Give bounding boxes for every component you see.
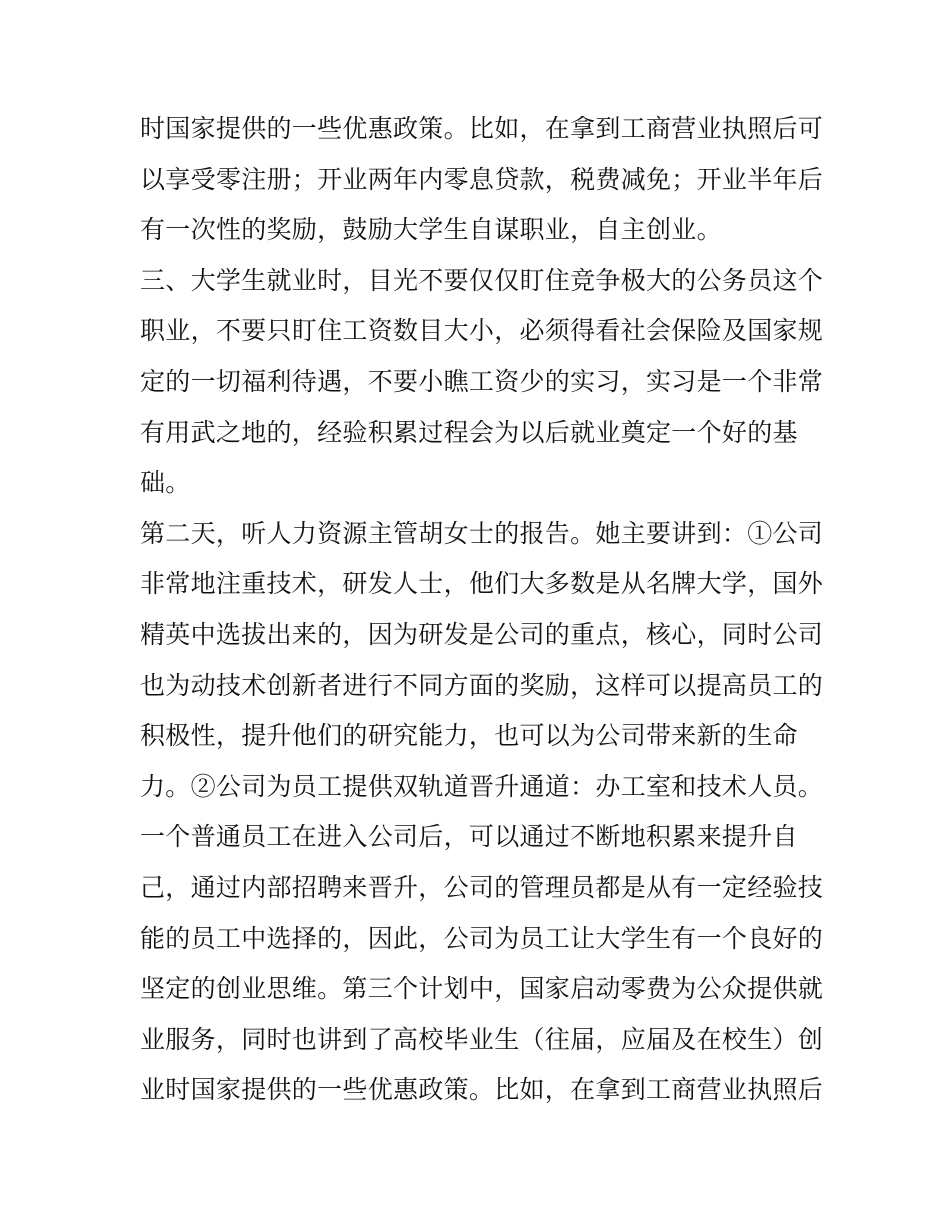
text-line: 以享受零注册；开业两年内零息贷款，税费减免；开业半年后 [140,164,824,194]
text-line: 础。 [140,468,191,498]
text-line: 也为动技术创新者进行不同方面的奖励，这样可以提高员工的 [140,670,824,700]
text-line: 职业，不要只盯住工资数目大小，必须得看社会保险及国家规 [140,316,824,346]
text-line: 业时国家提供的一些优惠政策。比如，在拿到工商营业执照后 [140,1075,824,1105]
text-line: 第二天，听人力资源主管胡女士的报告。她主要讲到：①公司 [140,518,824,548]
text-line: 时国家提供的一些优惠政策。比如，在拿到工商营业执照后可 [140,114,824,143]
text-line: 能的员工中选择的，因此，公司为员工让大学生有一个良好的 [140,923,824,953]
text-line: 定的一切福利待遇，不要小瞧工资少的实习，实习是一个非常 [140,366,824,396]
text-line: 有一次性的奖励，鼓励大学生自谋职业，自主创业。 [140,215,722,245]
text-line: 一个普通员工在进入公司后，可以通过不断地积累来提升自 [140,822,798,852]
text-line: 己，通过内部招聘来晋升，公司的管理员都是从有一定经验技 [140,872,824,902]
text-line: 力。②公司为员工提供双轨道晋升通道：办工室和技术人员。 [140,771,824,801]
text-line: 坚定的创业思维。第三个计划中，国家启动零费为公众提供就 [140,974,824,1004]
document-body [140,104,824,1116]
text-line: 非常地注重技术，研发人士，他们大多数是从名牌大学，国外 [140,569,824,599]
text-line: 精英中选拔出来的，因为研发是公司的重点，核心，同时公司 [140,619,824,649]
text-line: 业服务，同时也讲到了高校毕业生（往届，应届及在校生）创 [140,1024,824,1054]
text-line: 有用武之地的，经验积累过程会为以后就业奠定一个好的基 [140,417,798,447]
text-line: 积极性，提升他们的研究能力，也可以为公司带来新的生命 [140,721,798,751]
text-line: 三、大学生就业时，目光不要仅仅盯住竞争极大的公务员这个 [140,265,824,295]
